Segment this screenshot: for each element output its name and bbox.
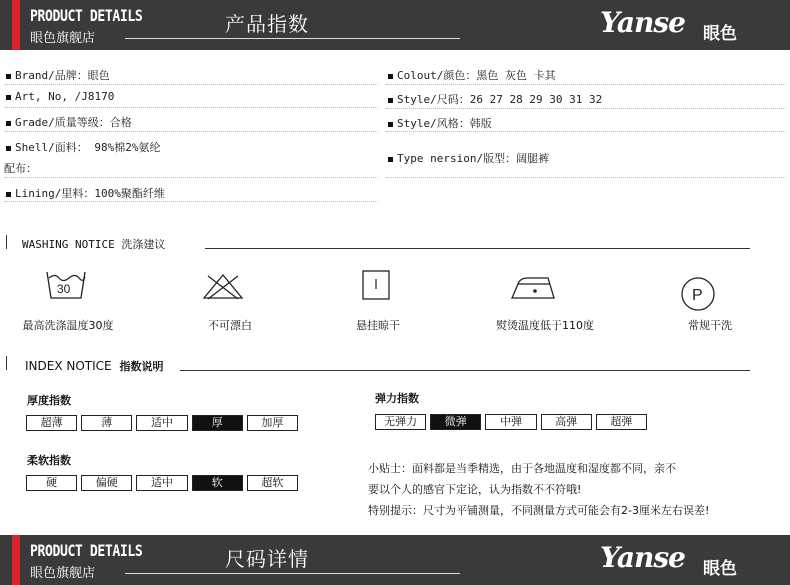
thickness-option: 厚 [192,415,243,431]
thickness-option: 适中 [136,415,187,431]
brand-logo: Yanse [600,541,685,574]
spec-lining: Lining/里料：100%聚酯纤维 [6,185,165,201]
spec-lining-label: 配布： [4,162,37,175]
index-title-cn: 指数说明 [119,360,164,373]
footer-banner [0,535,790,585]
spec-style: Style/风格：韩版 [388,115,492,131]
thickness-option: 薄 [81,415,132,431]
elasticity-option: 超弹 [596,414,647,430]
divider [4,107,378,108]
spec-brand: Brand/品牌：眼色 [6,67,110,83]
divider [180,370,750,371]
softness-option: 超软 [247,475,298,491]
softness-title: 柔软指数 [27,454,71,467]
thickness-option: 加厚 [247,415,298,431]
section-marker [6,235,7,249]
hang-dry-icon [362,270,390,300]
wash-temp: 30 [57,282,71,296]
thickness-title: 厚度指数 [27,394,71,407]
divider [4,131,378,132]
care-label: 不可漂白 [208,319,252,332]
divider [4,201,378,202]
spec-colour: Colout/颜色：黑色 灰色 卡其 [388,67,556,83]
brand-logo-cn: 眼色 [703,559,737,579]
softness-option: 适中 [136,475,187,491]
softness-scale [26,475,302,491]
dry-clean-mark: P [692,287,703,304]
softness-option: 软 [192,475,243,491]
wash-30-icon [45,268,87,302]
index-title-en: INDEX NOTICE [25,359,112,373]
care-label: 常规干洗 [688,319,732,332]
index-notice-title [25,358,163,374]
brand-logo-cn: 眼色 [703,24,737,44]
care-label: 悬挂晾干 [356,319,400,332]
banner-english-title: PRODUCT DETAILS [30,541,143,560]
care-label: 最高洗涤温度30度 [22,319,114,332]
iron-low-icon [510,272,556,300]
divider [4,177,378,178]
banner-english-title: PRODUCT DETAILS [30,6,143,25]
divider [125,573,460,574]
accent-bar [12,535,20,585]
spec-art: Art, No, /J8170 [6,90,114,103]
divider [386,108,786,109]
elasticity-option: 高弹 [541,414,592,430]
section-title: 尺码详情 [225,547,309,571]
softness-option: 偏硬 [81,475,132,491]
elasticity-option: 中弹 [485,414,536,430]
divider [386,177,786,178]
elasticity-scale [375,414,651,430]
divider [125,38,460,39]
store-name: 眼色旗舰店 [30,566,96,581]
section-marker [6,356,7,370]
divider [386,131,786,132]
spec-grade: Grade/质量等级：合格 [6,114,132,130]
washing-notice-title: WASHING NOTICE 洗涤建议 [22,238,166,251]
thickness-option: 超薄 [26,415,77,431]
spec-size: Style/尺码：26 27 28 29 30 31 32 [388,91,602,107]
accent-bar [12,0,20,50]
tip-line: 特别提示：尺寸为平铺测量，不同测量方式可能会有2-3厘米左右误差! [368,504,710,517]
store-name: 眼色旗舰店 [30,31,96,46]
tip-line: 要以个人的感官下定论，认为指数不不符哦! [368,483,582,496]
dry-clean-p-icon [680,276,716,312]
elasticity-option: 微弹 [430,414,481,430]
thickness-scale [26,415,302,431]
tip-line: 小贴士：面料都是当季精选，由于各地温度和湿度都不同，亲不 [368,462,676,475]
brand-logo: Yanse [600,6,685,39]
header-banner [0,0,790,50]
spec-shell: Shell/面料： 98%棉2%氨纶 [6,139,160,155]
elasticity-option: 无弹力 [375,414,426,430]
divider [205,248,750,249]
no-bleach-icon [202,272,244,300]
softness-option: 硬 [26,475,77,491]
section-title: 产品指数 [225,12,309,36]
spec-type: Type nersion/版型：阔腿裤 [388,150,549,166]
divider [4,84,378,85]
divider [386,84,786,85]
care-label: 熨烫温度低于110度 [496,319,594,332]
elasticity-title: 弹力指数 [375,392,419,405]
